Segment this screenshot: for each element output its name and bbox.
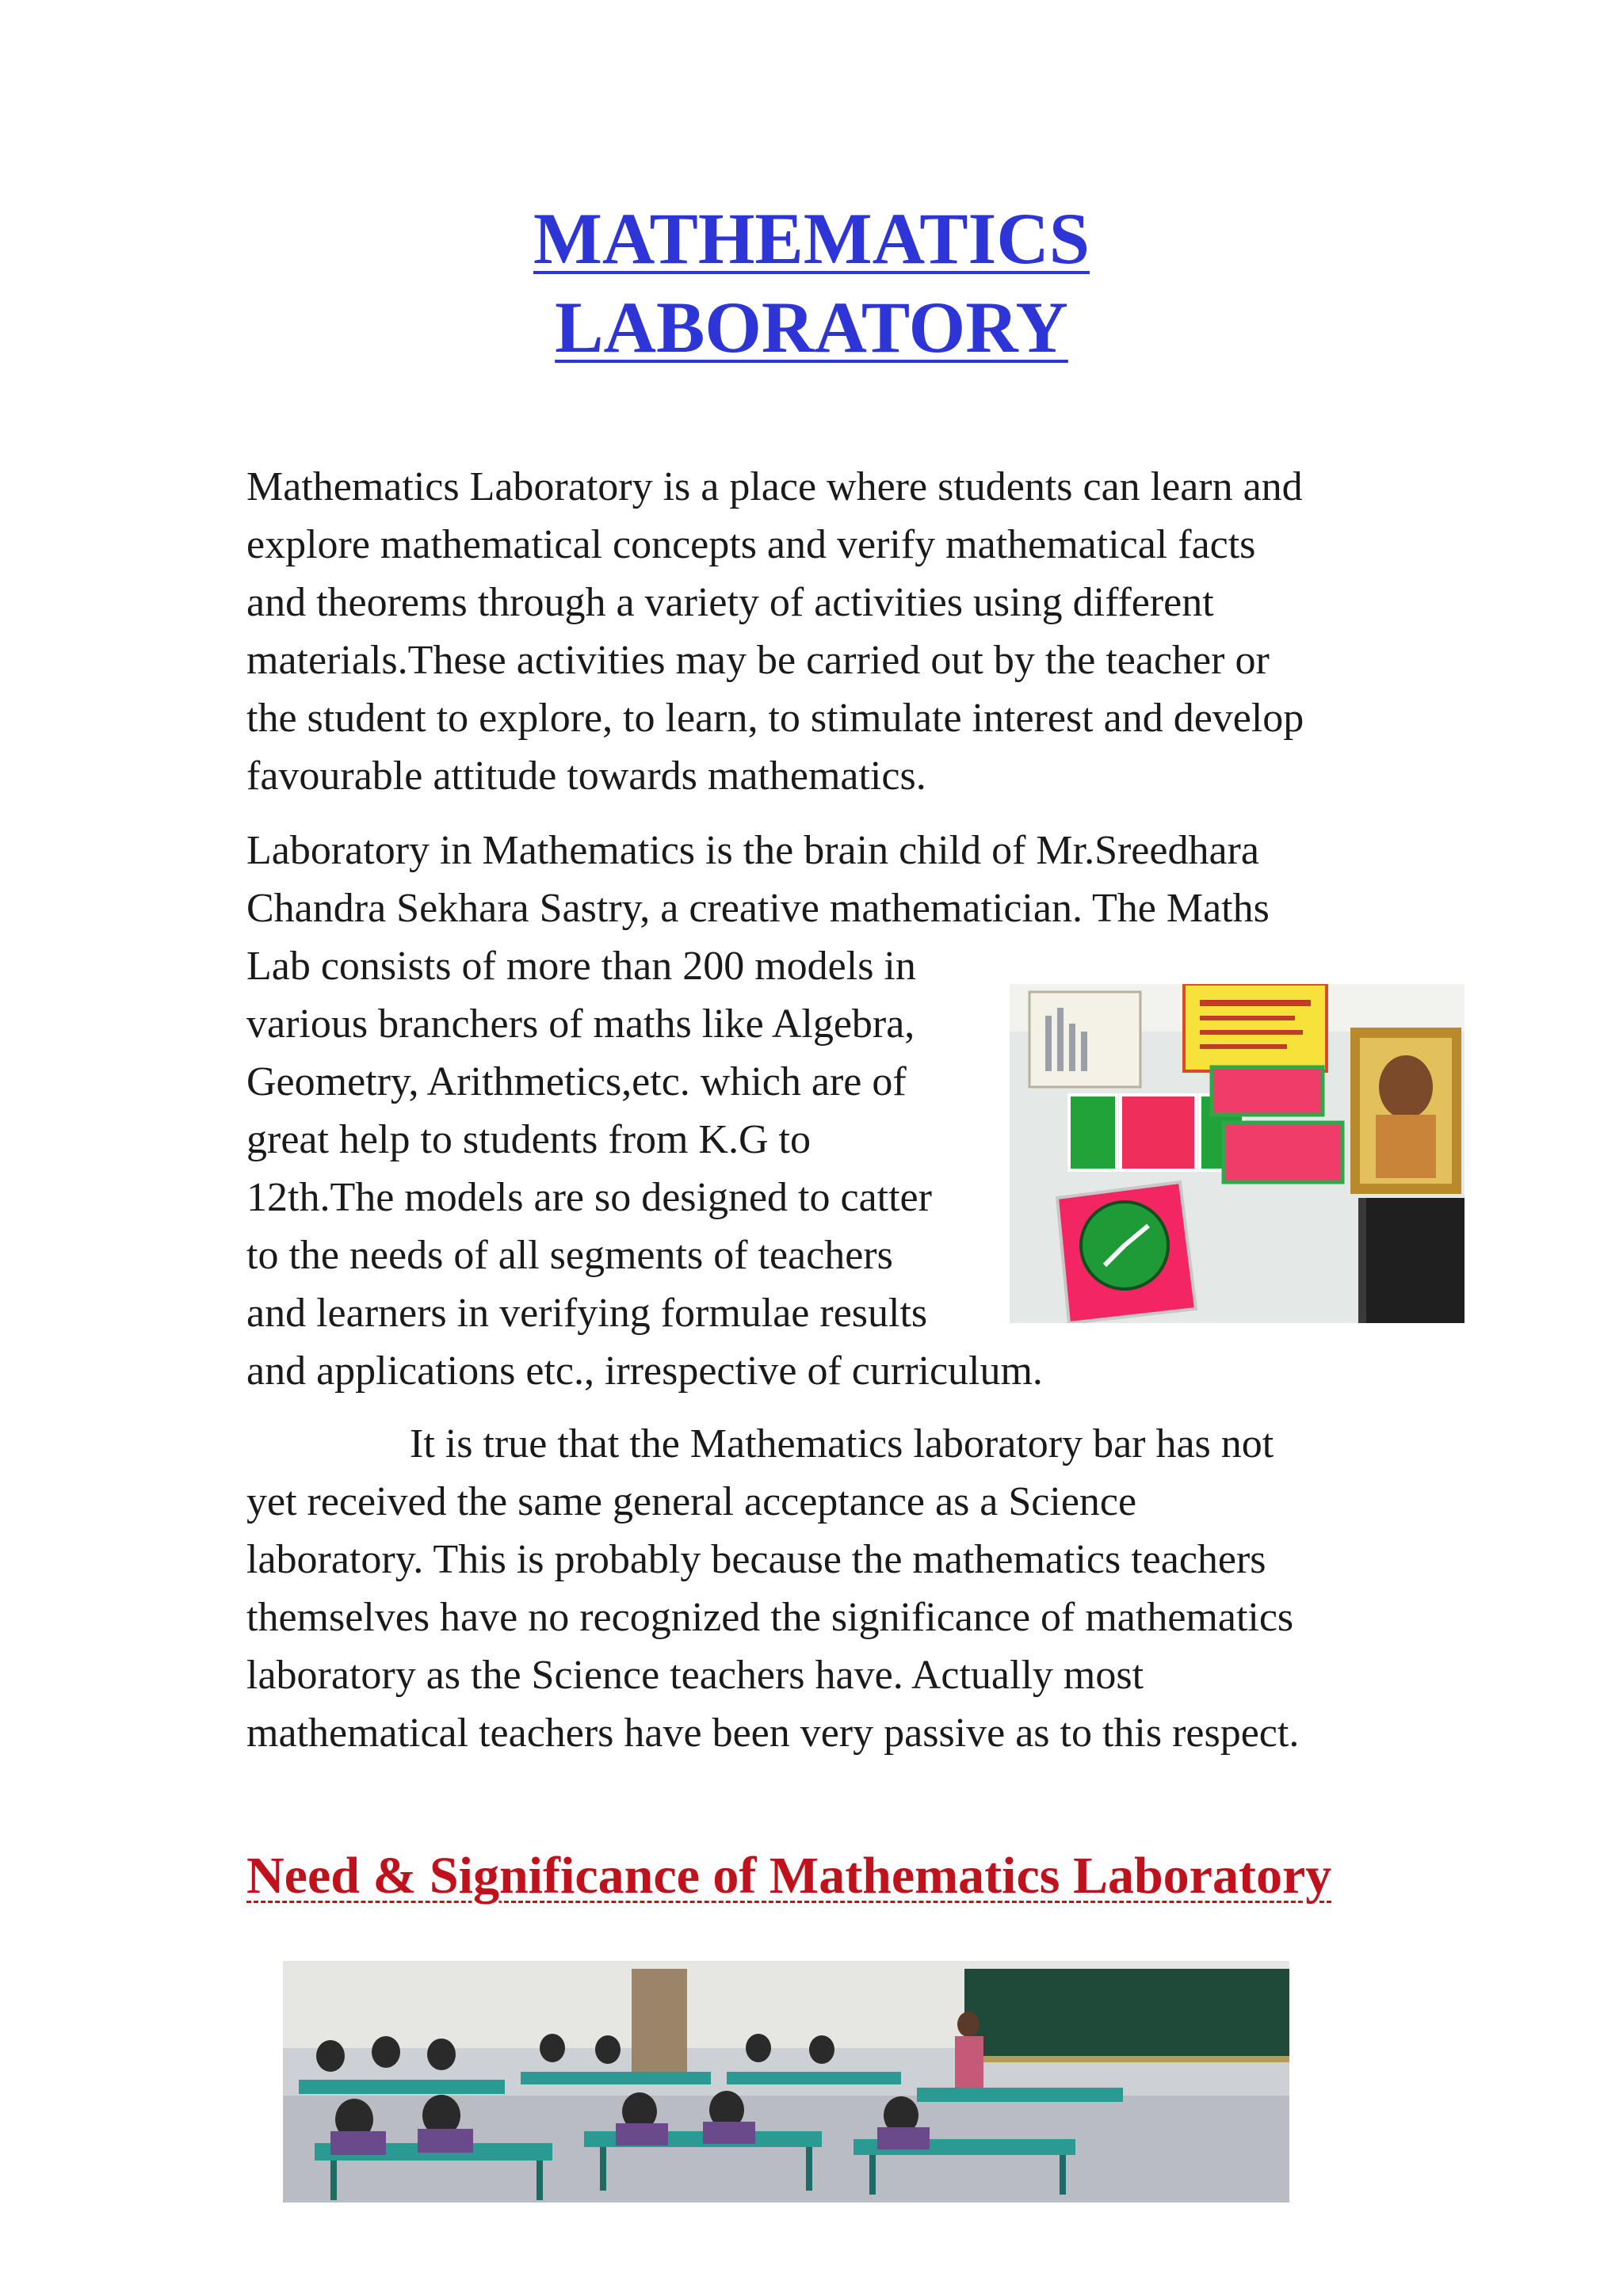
classroom-illustration [283, 1961, 1289, 2203]
text-line: and learners in verifying formulae results [246, 1291, 928, 1336]
lab-wall-illustration [1010, 984, 1465, 1323]
text-line: favourable attitude towards mathematics. [246, 753, 926, 799]
text-line: Chandra Sekhara Sastry, a creative mathematician. The Maths [246, 886, 1270, 931]
text-line: themselves have no recognized the significance of mathematics [246, 1595, 1294, 1640]
text-line: It is true that the Mathematics laboratory bar has not [410, 1421, 1274, 1466]
text-line: Geometry, Arithmetics,etc. which are of [246, 1059, 907, 1104]
text-line: Mathematics Laboratory is a place where students can learn and [246, 464, 1303, 509]
title-line: LABORATORY [555, 287, 1068, 368]
text-line: to the needs of all segments of teachers [246, 1233, 893, 1278]
text-line: 12th.The models are so designed to catter [246, 1175, 932, 1220]
text-line: explore mathematical concepts and verify mathematical facts [246, 522, 1256, 567]
maths-lab-wall-photo [1010, 984, 1465, 1323]
text-line: mathematical teachers have been very passive as to this respect. [246, 1711, 1300, 1756]
intro-paragraph [246, 458, 1304, 805]
classroom-photo [283, 1961, 1289, 2203]
text-line: Lab consists of more than 200 models in [246, 944, 916, 989]
page-title [0, 194, 1623, 372]
text-line: laboratory. This is probably because the mathematics teachers [246, 1537, 1266, 1582]
text-line: great help to students from K.G to [246, 1117, 811, 1162]
title-line: MATHEMATICS [533, 198, 1090, 279]
text-line: various branchers of maths like Algebra, [246, 1001, 915, 1047]
text-line: laboratory as the Science teachers have. Actually most [246, 1653, 1144, 1698]
text-line: the student to explore, to learn, to stimulate interest and develop [246, 696, 1304, 741]
text-line: Laboratory in Mathematics is the brain child of Mr.Sreedhara [246, 828, 1259, 873]
section-heading: Need & Significance of Mathematics Laboratory [246, 1847, 1332, 1905]
text-line: and theorems through a variety of activities using different [246, 580, 1214, 625]
text-line: and applications etc., irrespective of curriculum. [246, 1348, 1043, 1394]
acceptance-paragraph [246, 1415, 1299, 1762]
text-line: yet received the same general acceptance as a Science [246, 1479, 1137, 1524]
text-line: materials.These activities may be carried out by the teacher or [246, 638, 1270, 683]
